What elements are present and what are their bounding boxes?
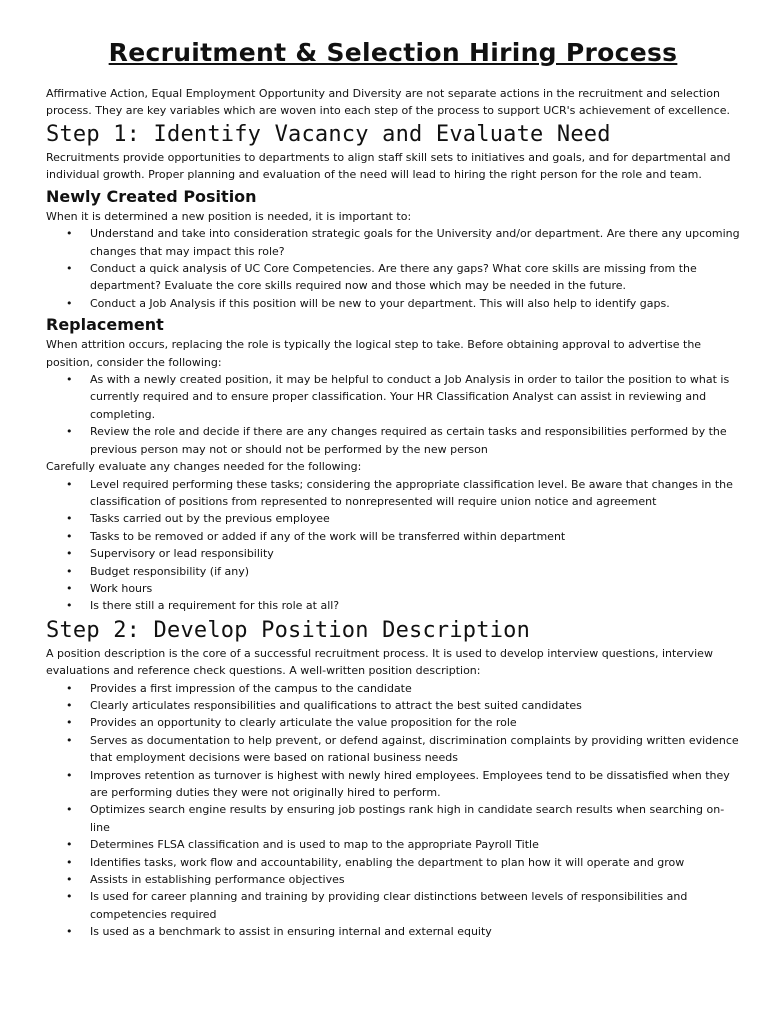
replacement-lead: When attrition occurs, replacing the role is typically the logical step to take. Before obtaining approval to advertise the position, consider the following: xyxy=(46,338,702,369)
list-item: • Conduct a quick analysis of UC Core Competencies. Are there any gaps? What core skills are missing from the department? Evaluate the core skills required now and those which may be needed in the future. xyxy=(90,260,740,295)
list-item: • Level required performing these tasks; considering the appropriate classification level. Be aware that changes in the classification of positions from represented to nonrepresented will require union notice and agreement xyxy=(90,476,740,511)
position-description-list xyxy=(46,680,740,941)
step2-heading: Step 2: Develop Position Description xyxy=(46,617,531,643)
list-item: • Identifies tasks, work flow and accountability, enabling the department to plan how it will operate and grow xyxy=(90,854,740,871)
list-item: • Is there still a requirement for this role at all? xyxy=(90,597,740,614)
list-item: • As with a newly created position, it may be helpful to conduct a Job Analysis in order to tailor the position to what is currently required and to ensure proper classification. Your HR Classification Analyst can assist in reviewing and completing. xyxy=(90,371,740,423)
list-item: • Review the role and decide if there are any changes required as certain tasks and responsibilities performed by the previous person may not or should not be performed by the new person xyxy=(90,423,740,458)
list-item: • Budget responsibility (if any) xyxy=(90,563,740,580)
list-item: • Is used for career planning and training by providing clear distinctions between levels of responsibilities and competencies required xyxy=(90,888,740,923)
list-item: • Serves as documentation to help prevent, or defend against, discrimination complaints by providing written evidence that employment decisions were based on rational business needs xyxy=(90,732,740,767)
list-item: • Optimizes search engine results by ensuring job postings rank high in candidate search results when searching on-line xyxy=(90,801,740,836)
new-position-lead: When it is determined a new position is needed, it is important to: xyxy=(46,209,412,223)
list-item: • Tasks to be removed or added if any of the work will be transferred within department xyxy=(90,528,740,545)
list-item: • Conduct a Job Analysis if this position will be new to your department. This will also help to identify gaps. xyxy=(90,295,740,312)
step1-heading: Step 1: Identify Vacancy and Evaluate Need xyxy=(46,122,611,147)
step2-text: A position description is the core of a successful recruitment process. It is used to develop interview questions, interview evaluations and reference check questions. A well-written position description: xyxy=(46,646,713,678)
replacement-lead-2: Carefully evaluate any changes needed for the following: xyxy=(46,460,362,474)
intro-paragraph: Affirmative Action, Equal Employment Opportunity and Diversity are not separate actions in the recruitment and selection process. They are key variables which are woven into each step of the process to support UCR's achievement of excellence. xyxy=(46,87,730,117)
list-item: • Provides an opportunity to clearly articulate the value proposition for the role xyxy=(90,714,740,731)
list-item: • Assists in establishing performance objectives xyxy=(90,871,740,888)
evaluate-changes-list xyxy=(46,476,740,615)
list-item: • Improves retention as turnover is highest with newly hired employees. Employees tend to be dissatisfied when they are performing duties they were not originally hired to perform. xyxy=(90,767,740,802)
list-item: • Work hours xyxy=(90,580,740,597)
new-position-heading: Newly Created Position xyxy=(46,186,257,206)
list-item: • Supervisory or lead responsibility xyxy=(90,545,740,562)
step1-text: Recruitments provide opportunities to departments to align staff skill sets to initiatives and goals, and for departmental and individual growth. Proper planning and evaluation of the need will lead to hiring the right person for the role and team. xyxy=(46,151,731,182)
replacement-list xyxy=(46,371,740,458)
replacement-heading: Replacement xyxy=(46,315,164,335)
list-item: • Tasks carried out by the previous employee xyxy=(90,510,740,527)
list-item: • Provides a first impression of the campus to the candidate xyxy=(90,680,740,697)
list-item: • Clearly articulates responsibilities and qualifications to attract the best suited candidates xyxy=(90,697,740,714)
list-item: • Understand and take into consideration strategic goals for the University and/or department. Are there any upcoming changes that may impact this role? xyxy=(90,225,740,260)
list-item: • Determines FLSA classification and is used to map to the appropriate Payroll Title xyxy=(90,836,740,853)
new-position-list xyxy=(46,225,740,312)
page-title: Recruitment & Selection Hiring Process xyxy=(108,38,678,67)
list-item: • Is used as a benchmark to assist in ensuring internal and external equity xyxy=(90,923,740,940)
